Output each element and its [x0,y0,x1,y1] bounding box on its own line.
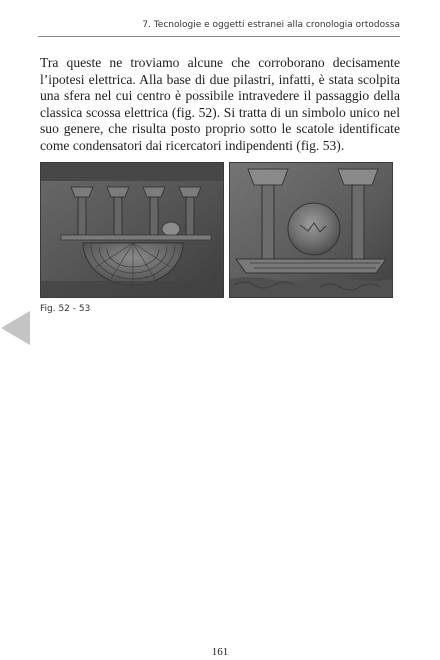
page-number: 161 [211,646,229,658]
relief-photo-52 [41,163,223,297]
running-header [38,14,400,37]
body-paragraph: Tra queste ne troviamo alcune che corroborano decisamente l’ipotesi elettrica. Alla base di due pilastri, infatti, è stata scolpita una sfera nel cui centro è possibile intravedere il passaggio della classica scossa elettrica (fig. 52). Si tratta di un simbolo unico nel suo genere, che risulta posto proprio sotto le scatole identificate come condensatori dai ricercatori indipendenti (fig. 53). [40,55,400,153]
triangle-left-icon [0,311,30,345]
figure-52-relief-photo [40,162,224,298]
running-title: 7. Tecnologie e oggetti estranei alla cronologia ortodossa [142,20,400,30]
relief-photo-53 [230,163,392,297]
figure-caption: Fig. 52 - 53 [40,304,91,314]
previous-page-button[interactable] [0,311,30,345]
prev-arrow-shape [1,311,30,345]
figure-53-relief-photo [229,162,393,298]
